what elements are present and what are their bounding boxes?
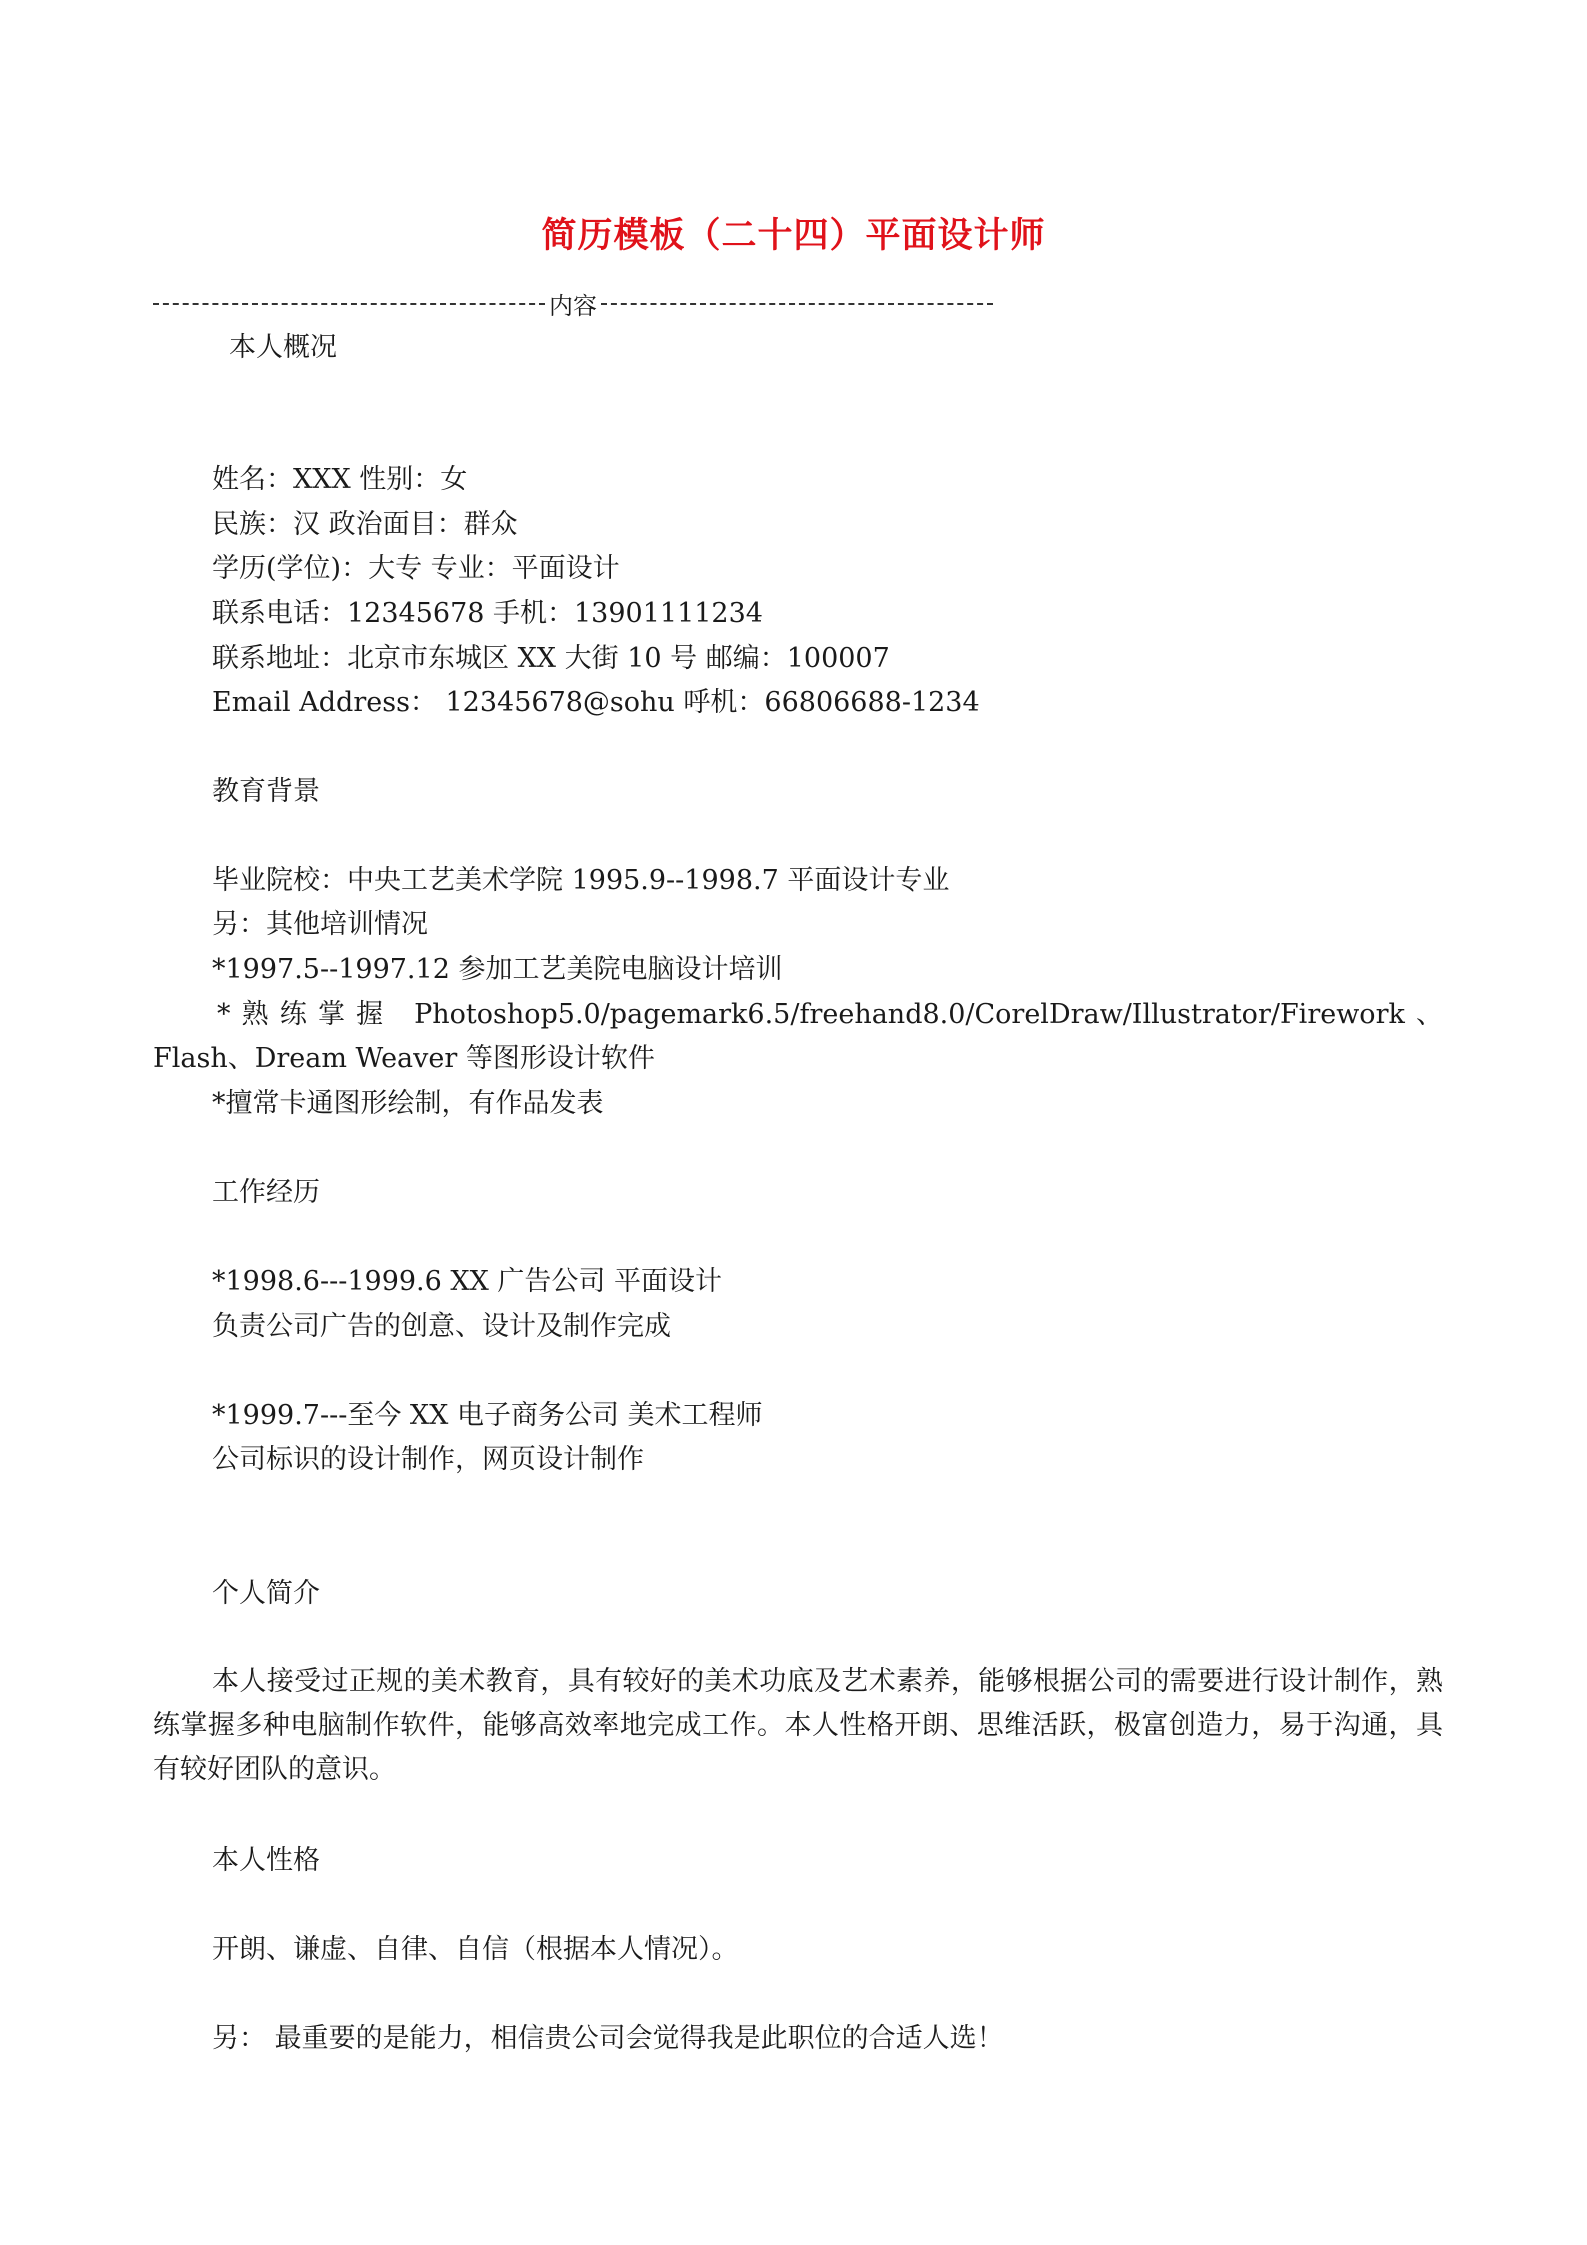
work-line-job2-desc: 公司标识的设计制作，网页设计制作 [212,1444,644,1475]
divider-dash-left [153,303,545,305]
profile-heading: 本人概况 [229,332,337,363]
resume-title: 简历模板（二十四）平面设计师 [541,215,1046,256]
profile-line-email: Email Address： 12345678@sohu 呼机：66806688-1234 [212,687,980,718]
work-line-job1: *1998.6---1999.6 XX 广告公司 平面设计 [212,1266,723,1297]
profile-line-phone: 联系电话：12345678 手机：13901111234 [212,598,763,629]
closing-line: 另： 最重要的是能力，相信贵公司会觉得我是此职位的合适人选！ [212,2023,1004,2054]
work-heading: 工作经历 [212,1177,320,1208]
education-line-training: *1997.5--1997.12 参加工艺美院电脑设计培训 [212,954,783,985]
intro-paragraph: 本人接受过正规的美术教育，具有较好的美术功底及艺术素养，能够根据公司的需要进行设计制作，熟练掌握多种电脑制作软件，能够高效率地完成工作。本人性格开朗、思维活跃，极富创造力，易于沟通，具有较好团队的意识。 [153,1666,1443,1785]
personality-heading: 本人性格 [212,1845,320,1876]
cartoon-line: *擅常卡通图形绘制，有作品发表 [212,1088,604,1119]
education-line-other: 另：其他培训情况 [212,909,428,940]
divider-dash-right [601,303,993,305]
profile-line-name: 姓名：XXX 性别：女 [212,464,468,495]
divider-label: 内容 [549,292,597,320]
content-divider [153,286,993,321]
skills-paragraph: *熟练掌握 Photoshop5.0/pagemark6.5/freehand8.0/CorelDraw/Illustrator/Firework、Flash、Dream Weaver 等图形设计软件 [153,999,1443,1074]
profile-line-education: 学历(学位)：大专 专业：平面设计 [212,553,620,584]
work-line-job1-desc: 负责公司广告的创意、设计及制作完成 [212,1311,671,1342]
education-heading: 教育背景 [212,776,320,807]
intro-heading: 个人简介 [212,1578,320,1609]
personality-line: 开朗、谦虚、自律、自信（根据本人情况）。 [212,1934,739,1965]
profile-line-ethnicity: 民族：汉 政治面目：群众 [212,509,518,540]
work-line-job2: *1999.7---至今 XX 电子商务公司 美术工程师 [212,1400,763,1431]
profile-line-address: 联系地址：北京市东城区 XX 大街 10 号 邮编：100007 [212,643,890,674]
education-line-school: 毕业院校：中央工艺美术学院 1995.9--1998.7 平面设计专业 [212,865,950,896]
